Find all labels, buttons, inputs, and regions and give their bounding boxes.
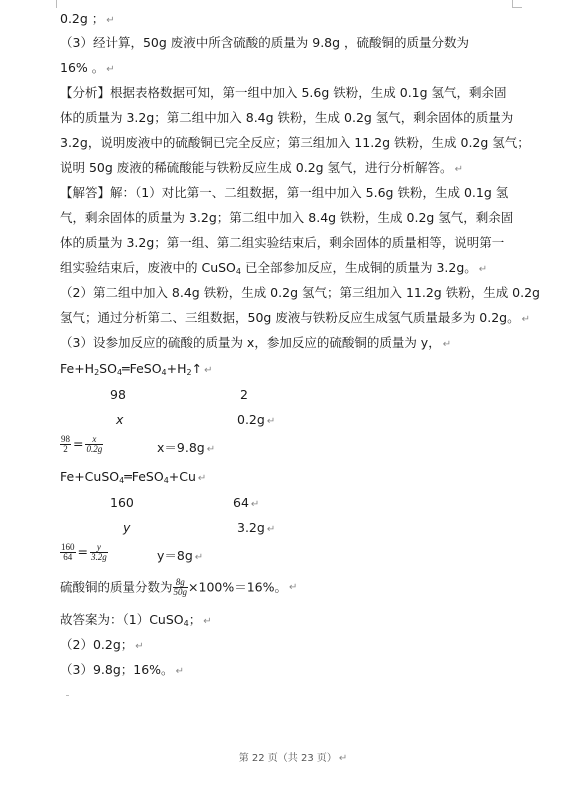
molar-mass-64: 64 ↵ <box>233 495 260 510</box>
fraction: $\frac{8g}{50g}$ <box>173 577 188 598</box>
text-line: 16% 。 ↵ <box>60 60 115 75</box>
answer-2: （2）0.2g； ↵ <box>60 637 144 652</box>
proportion-y: $\frac{160}{64}$ = $\frac{y}{3.2g}$ <box>61 542 107 563</box>
corner-mark-top-right-h <box>512 7 522 8</box>
text-line: 氢气；通过分析第二、三组数据，50g 废液与铁粉反应生成氢气质量最多为 0.2g。 ↵ <box>60 310 530 325</box>
equation-sulfuric-acid: $Fe+H_2SO_4═FeSO_4+H_2↑$ ↵ <box>60 361 213 377</box>
text-line: 3.2g，说明废液中的硫酸铜已完全反应；第三组加入 11.2g 铁粉，生成 0.2g 氢气； <box>60 135 530 150</box>
proportion-x: $\frac{98}{2}$ = $\frac{x}{0.2g}$ <box>61 434 103 455</box>
result-y: y＝8g ↵ <box>157 548 204 563</box>
text-line: 气，剩余固体的质量为 3.2g；第二组中加入 8.4g 铁粉，生成 0.2g 氢气，剩余固 <box>60 210 514 225</box>
unknown-x: x <box>116 412 124 427</box>
molar-mass-2: 2 <box>240 387 248 402</box>
fraction: $\frac{98}{2}$ <box>61 434 70 455</box>
result-x: x＝9.8g ↵ <box>157 440 216 455</box>
text-line: （3）经计算，50g 废液中所含硫酸的质量为 9.8g ，硫酸铜的质量分数为 <box>60 35 470 50</box>
corner-mark-top-left <box>56 0 57 8</box>
solution-line: 【解答】解：（1）对比第一、二组数据，第一组中加入 5.6g 铁粉，生成 0.1g 氢 <box>60 185 509 200</box>
answer-3: （3）9.8g；16%。 ↵ <box>60 662 184 677</box>
corner-mark-bottom-left <box>66 695 69 696</box>
page-footer: 第 22 页（共 23 页） ↵ <box>238 753 348 764</box>
text-line: 组实验结束后，废液中的 CuSO$_4$ 已全部参加反应，生成铜的质量为 3.2g。 ↵ <box>60 260 488 276</box>
fraction: $\frac{y}{3.2g}$ <box>90 542 107 563</box>
molar-mass-98: 98 <box>110 387 126 402</box>
text-line: （3）设参加反应的硫酸的质量为 x，参加反应的硫酸铜的质量为 y， ↵ <box>60 335 452 350</box>
answer-intro: 故答案为：（1）CuSO$_4$； ↵ <box>60 612 212 628</box>
unknown-y: y <box>123 520 131 535</box>
text-line: 体的质量为 3.2g；第二组中加入 8.4g 铁粉，生成 0.2g 氢气，剩余固体的质量为 <box>60 110 514 125</box>
mass-fraction-line: 硫酸铜的质量分数为 $\frac{8g}{50g}$ ×100%＝16%。 ↵ <box>60 577 298 598</box>
text-line: （2）第二组中加入 8.4g 铁粉，生成 0.2g 氢气；第三组加入 11.2g 铁粉，生成 0.2g <box>60 285 540 300</box>
equation-copper-sulfate: Fe+CuSO$_4$═FeSO$_4$+Cu ↵ <box>60 469 207 485</box>
text-line: 0.2g ； ↵ <box>60 11 115 26</box>
given-mass: 0.2g ↵ <box>237 412 276 427</box>
fraction: $\frac{x}{0.2g}$ <box>86 434 103 455</box>
text-line: 体的质量为 3.2g；第一组、第二组实验结束后，剩余固体的质量相等，说明第一 <box>60 235 505 250</box>
analysis-line: 【分析】根据表格数据可知，第一组中加入 5.6g 铁粉，生成 0.1g 氢气，剩余固 <box>60 85 507 100</box>
text-line: 说明 50g 废液的稀硫酸能与铁粉反应生成 0.2g 氢气，进行分析解答。 ↵ <box>60 160 463 175</box>
copper-mass: 3.2g ↵ <box>237 520 276 535</box>
fraction: $\frac{160}{64}$ <box>61 542 75 563</box>
molar-mass-160: 160 <box>110 495 134 510</box>
